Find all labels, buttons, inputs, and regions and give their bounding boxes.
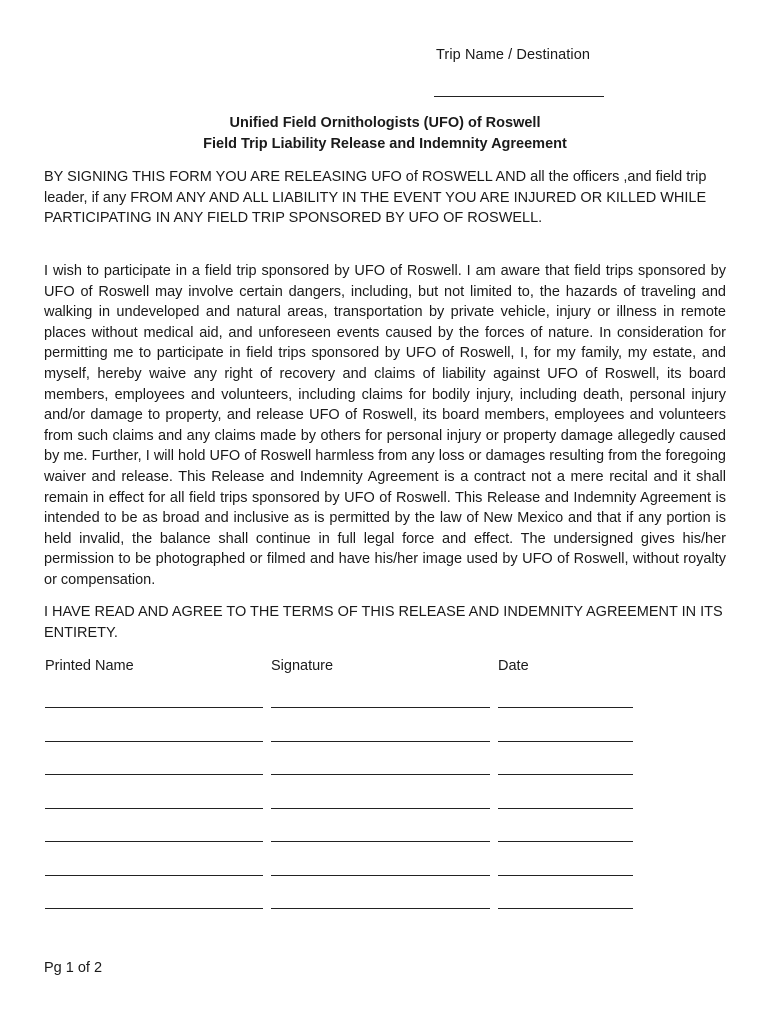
release-terms-paragraph: I wish to participate in a field trip sponsored by UFO of Roswell. I am aware that field trips sponsored by UFO of Roswell may involve certain dangers, including, but not limited to, the hazards of traveling and walking in undeveloped and natural areas, transportation by private vehicle, injury or illness in remote places without medical aid, and unforeseen events caused by the forces of nature. In consideration for permitting me to participate in field trips sponsored by UFO of Roswell, I, for my family, my estate, and myself, hereby waive any right of recovery and claims of liability against UFO of Roswell, its board members, employees and volunteers, including claims for bodily injury, including death, personal injury and/or damage to property, and release UFO of Roswell, its board members, employees and volunteers from such claims and any claims made by others for personal injury or property damage allegedly caused by me. Further, I will hold UFO of Roswell harmless from any loss or damages resulting from the foregoing waiver and release. This Release and Indemnity Agreement is a contract not a mere recital and it shall remain in effect for all field trips sponsored by UFO of Roswell. This Release and Indemnity Agreement is intended to be as broad and inclusive as is permitted by the law of New Mexico and that if any portion is held invalid, the balance shall continue in full legal force and effect. The undersigned gives his/her permission to be photographed or filmed and have his/her image used by UFO of Roswell, without royalty or compensation. [44, 263, 726, 588]
date-field[interactable] [498, 908, 633, 909]
signature-row [0, 908, 770, 909]
document-title: Field Trip Liability Release and Indemnity Agreement [203, 136, 567, 152]
date-field[interactable] [498, 774, 633, 775]
signature-row [0, 741, 770, 742]
signature-row [0, 774, 770, 775]
date-field[interactable] [498, 808, 633, 809]
signature-header: Signature [271, 658, 334, 674]
signature-field[interactable] [271, 774, 490, 775]
signature-row [0, 875, 770, 876]
signature-field[interactable] [271, 741, 490, 742]
printed-name-header: Printed Name [45, 658, 134, 674]
printed-name-field[interactable] [45, 875, 263, 876]
signature-field[interactable] [271, 875, 490, 876]
signature-row [0, 707, 770, 708]
signature-field[interactable] [271, 908, 490, 909]
organization-title: Unified Field Ornithologists (UFO) of Roswell [229, 115, 541, 131]
signature-field[interactable] [271, 707, 490, 708]
trip-name-field[interactable] [434, 96, 604, 97]
printed-name-field[interactable] [45, 908, 263, 909]
signature-row [0, 808, 770, 809]
liability-warning-paragraph: BY SIGNING THIS FORM YOU ARE RELEASING UFO of ROSWELL AND all the officers ,and field trip leader, if any FROM ANY AND ALL LIABILITY IN THE EVENT YOU ARE INJURED OR KILLED WHILE PARTICIPATING IN ANY FIELD TRIP SPONSORED BY UFO OF ROSWELL. [44, 169, 707, 227]
printed-name-field[interactable] [45, 741, 263, 742]
date-field[interactable] [498, 841, 633, 842]
date-header: Date [498, 658, 529, 674]
signature-field[interactable] [271, 841, 490, 842]
agreement-statement: I HAVE READ AND AGREE TO THE TERMS OF THIS RELEASE AND INDEMNITY AGREEMENT IN ITS ENTIRETY. [44, 604, 723, 641]
date-field[interactable] [498, 707, 633, 708]
page-number: Pg 1 of 2 [44, 960, 103, 976]
printed-name-field[interactable] [45, 774, 263, 775]
signature-field[interactable] [271, 808, 490, 809]
trip-name-label: Trip Name / Destination [436, 47, 591, 63]
date-field[interactable] [498, 741, 633, 742]
printed-name-field[interactable] [45, 841, 263, 842]
date-field[interactable] [498, 875, 633, 876]
printed-name-field[interactable] [45, 707, 263, 708]
printed-name-field[interactable] [45, 808, 263, 809]
signature-row [0, 841, 770, 842]
